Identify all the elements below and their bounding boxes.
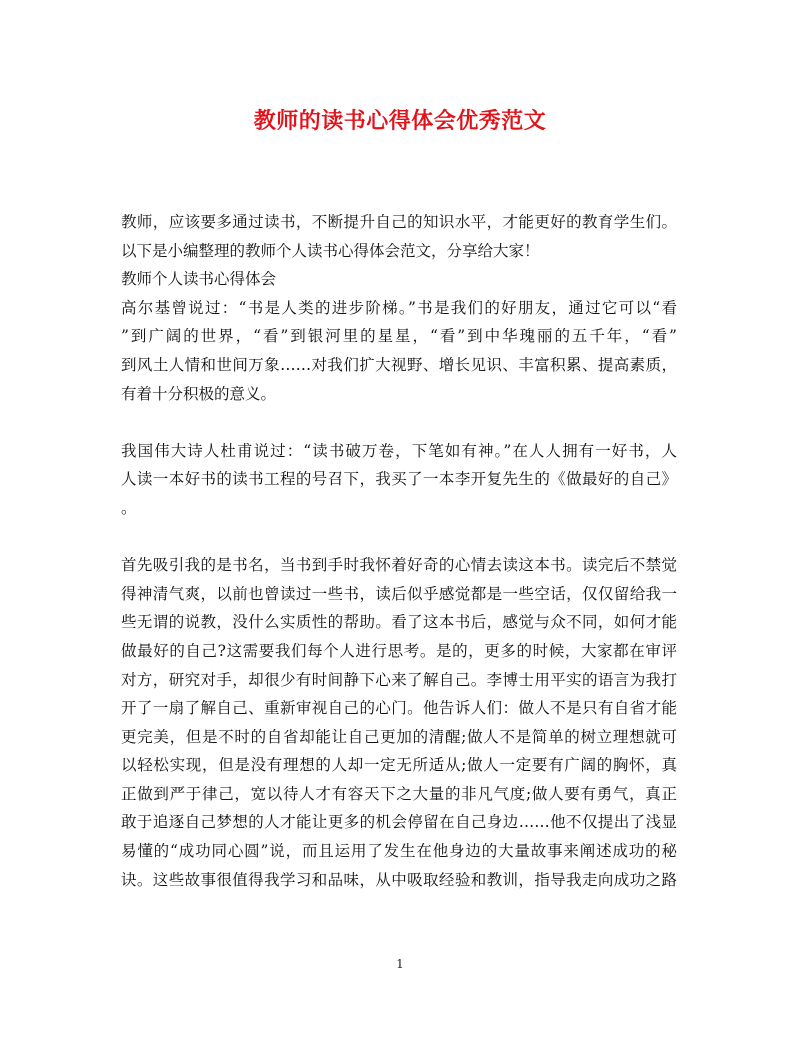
paragraph-line: 正做到严于律己，宽以待人才有容天下之大量的非凡气度;做人要有勇气，真正 bbox=[121, 784, 677, 803]
paragraph-line: 以轻松实现，但是没有理想的人却一定无所适从;做人一定要有广阔的胸怀，真 bbox=[121, 756, 677, 775]
document-body bbox=[121, 208, 677, 894]
paragraph-line: 些无谓的说教，没什么实质性的帮助。看了这本书后，感觉与众不同，如何才能 bbox=[121, 613, 677, 632]
paragraph-line: 开了一扇了解自己、重新审视自己的心门。他告诉人们：做人不是只有自省才能 bbox=[121, 699, 677, 718]
paragraph-gap bbox=[121, 408, 677, 437]
paragraph-line: 更完美，但是不时的自省却能让自己更加的清醒;做人不是简单的树立理想就可 bbox=[121, 727, 677, 746]
paragraph-line: 高尔基曾说过：“书是人类的进步阶梯。”书是我们的好朋友，通过它可以“看 bbox=[121, 298, 677, 317]
page-number: 1 bbox=[396, 957, 404, 971]
paragraph-line: 得神清气爽，以前也曾读过一些书，读后似乎感觉都是一些空话，仅仅留给我一 bbox=[121, 584, 677, 603]
paragraph-gap bbox=[121, 523, 677, 552]
paragraph-line: 以下是小编整理的教师个人读书心得体会范文，分享给大家！ bbox=[121, 241, 540, 260]
paragraph-line: 。 bbox=[121, 498, 137, 517]
paragraph-line: 做最好的自己?这需要我们每个人进行思考。是的，更多的时候，大家都在审评 bbox=[121, 641, 677, 660]
paragraph-line: 首先吸引我的是书名，当书到手时我怀着好奇的心情去读这本书。读完后不禁觉 bbox=[121, 556, 677, 575]
paragraph-line: 易懂的“成功同心圆”说，而且运用了发生在他身边的大量故事来阐述成功的秘 bbox=[121, 842, 677, 861]
paragraph-line: 敢于追逐自己梦想的人才能让更多的机会停留在自己身边……他不仅提出了浅显 bbox=[121, 813, 677, 832]
paragraph-line: 到风土人情和世间万象……对我们扩大视野、增长见识、丰富积累、提高素质， bbox=[121, 355, 677, 374]
paragraph-line: 我国伟大诗人杜甫说过：“读书破万卷，下笔如有神。”在人人拥有一好书，人 bbox=[121, 441, 677, 460]
section-heading: 教师个人读书心得体会 bbox=[121, 270, 277, 289]
paragraph-line: 人读一本好书的读书工程的号召下，我买了一本李开复先生的《做最好的自己》 bbox=[121, 470, 677, 489]
paragraph-line: 有着十分积极的意义。 bbox=[121, 384, 277, 403]
paragraph-line: 对方，研究对手，却很少有时间静下心来了解自己。李博士用平实的语言为我打 bbox=[121, 670, 677, 689]
page-title: 教师的读书心得体会优秀范文 bbox=[253, 108, 547, 134]
paragraph-line: 诀。这些故事很值得我学习和品味，从中吸取经验和教训，指导我走向成功之路 bbox=[121, 870, 677, 889]
paragraph-line: ”到广阔的世界，“看”到银河里的星星，“看”到中华瑰丽的五千年，“看” bbox=[121, 327, 677, 346]
paragraph-line: 教师，应该要多通过读书，不断提升自己的知识水平，才能更好的教育学生们。 bbox=[121, 213, 677, 231]
